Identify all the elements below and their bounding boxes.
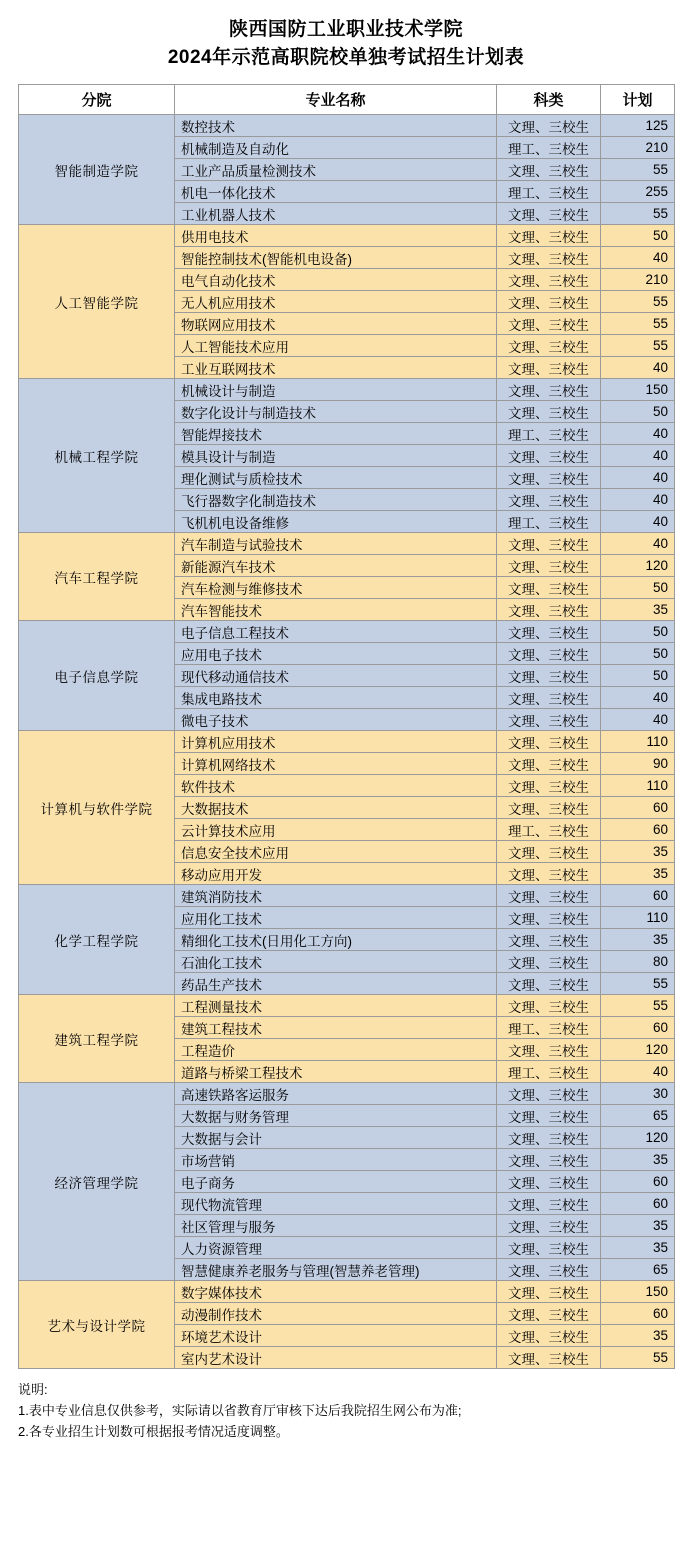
cell-quota: 55 bbox=[601, 203, 675, 225]
table-body bbox=[19, 115, 675, 1369]
cell-category: 文理、三校生 bbox=[497, 269, 601, 291]
cell-major: 汽车制造与试验技术 bbox=[175, 533, 497, 555]
cell-major: 精细化工技术(日用化工方向) bbox=[175, 929, 497, 951]
title-line-plan: 2024年示范高职院校单独考试招生计划表 bbox=[167, 47, 525, 68]
cell-department: 电子信息学院 bbox=[19, 621, 175, 731]
cell-quota: 60 bbox=[601, 797, 675, 819]
cell-quota: 90 bbox=[601, 753, 675, 775]
cell-quota: 120 bbox=[601, 555, 675, 577]
cell-major: 数字化设计与制造技术 bbox=[175, 401, 497, 423]
cell-category: 文理、三校生 bbox=[497, 929, 601, 951]
cell-category: 文理、三校生 bbox=[497, 1171, 601, 1193]
cell-quota: 50 bbox=[601, 621, 675, 643]
cell-quota: 60 bbox=[601, 1017, 675, 1039]
cell-category: 文理、三校生 bbox=[497, 863, 601, 885]
cell-major: 动漫制作技术 bbox=[175, 1303, 497, 1325]
cell-quota: 40 bbox=[601, 489, 675, 511]
cell-category: 文理、三校生 bbox=[497, 291, 601, 313]
cell-quota: 35 bbox=[601, 599, 675, 621]
cell-department: 计算机与软件学院 bbox=[19, 731, 175, 885]
cell-major: 软件技术 bbox=[175, 775, 497, 797]
cell-major: 移动应用开发 bbox=[175, 863, 497, 885]
cell-quota: 150 bbox=[601, 1281, 675, 1303]
cell-major: 环境艺术设计 bbox=[175, 1325, 497, 1347]
cell-quota: 40 bbox=[601, 467, 675, 489]
cell-major: 药品生产技术 bbox=[175, 973, 497, 995]
column-header-category: 科类 bbox=[497, 85, 601, 115]
cell-quota: 40 bbox=[601, 247, 675, 269]
cell-major: 供用电技术 bbox=[175, 225, 497, 247]
cell-quota: 110 bbox=[601, 731, 675, 753]
cell-quota: 35 bbox=[601, 1149, 675, 1171]
cell-major: 计算机网络技术 bbox=[175, 753, 497, 775]
cell-quota: 55 bbox=[601, 159, 675, 181]
cell-major: 信息安全技术应用 bbox=[175, 841, 497, 863]
table-row bbox=[19, 533, 675, 555]
cell-category: 文理、三校生 bbox=[497, 599, 601, 621]
cell-category: 文理、三校生 bbox=[497, 1127, 601, 1149]
cell-department: 智能制造学院 bbox=[19, 115, 175, 225]
table-row bbox=[19, 885, 675, 907]
cell-quota: 210 bbox=[601, 269, 675, 291]
cell-category: 文理、三校生 bbox=[497, 1193, 601, 1215]
cell-major: 道路与桥梁工程技术 bbox=[175, 1061, 497, 1083]
cell-major: 石油化工技术 bbox=[175, 951, 497, 973]
cell-category: 文理、三校生 bbox=[497, 1215, 601, 1237]
cell-category: 文理、三校生 bbox=[497, 533, 601, 555]
cell-major: 计算机应用技术 bbox=[175, 731, 497, 753]
cell-category: 理工、三校生 bbox=[497, 137, 601, 159]
cell-category: 理工、三校生 bbox=[497, 1061, 601, 1083]
cell-quota: 40 bbox=[601, 687, 675, 709]
cell-quota: 35 bbox=[601, 1215, 675, 1237]
cell-category: 文理、三校生 bbox=[497, 951, 601, 973]
cell-category: 文理、三校生 bbox=[497, 313, 601, 335]
cell-major: 人工智能技术应用 bbox=[175, 335, 497, 357]
cell-major: 大数据技术 bbox=[175, 797, 497, 819]
cell-quota: 40 bbox=[601, 445, 675, 467]
cell-quota: 35 bbox=[601, 841, 675, 863]
cell-major: 智慧健康养老服务与管理(智慧养老管理) bbox=[175, 1259, 497, 1281]
cell-category: 文理、三校生 bbox=[497, 1105, 601, 1127]
cell-category: 文理、三校生 bbox=[497, 555, 601, 577]
cell-category: 文理、三校生 bbox=[497, 841, 601, 863]
cell-quota: 60 bbox=[601, 819, 675, 841]
cell-quota: 35 bbox=[601, 1237, 675, 1259]
cell-category: 文理、三校生 bbox=[497, 687, 601, 709]
cell-quota: 120 bbox=[601, 1127, 675, 1149]
cell-major: 高速铁路客运服务 bbox=[175, 1083, 497, 1105]
cell-category: 文理、三校生 bbox=[497, 489, 601, 511]
cell-department: 汽车工程学院 bbox=[19, 533, 175, 621]
cell-quota: 50 bbox=[601, 225, 675, 247]
cell-major: 智能控制技术(智能机电设备) bbox=[175, 247, 497, 269]
cell-category: 文理、三校生 bbox=[497, 1259, 601, 1281]
cell-quota: 55 bbox=[601, 973, 675, 995]
table-row bbox=[19, 225, 675, 247]
cell-category: 文理、三校生 bbox=[497, 731, 601, 753]
cell-category: 文理、三校生 bbox=[497, 159, 601, 181]
cell-category: 文理、三校生 bbox=[497, 665, 601, 687]
cell-category: 理工、三校生 bbox=[497, 1017, 601, 1039]
cell-category: 文理、三校生 bbox=[497, 973, 601, 995]
cell-quota: 55 bbox=[601, 313, 675, 335]
cell-category: 文理、三校生 bbox=[497, 577, 601, 599]
cell-quota: 110 bbox=[601, 907, 675, 929]
cell-major: 机械制造及自动化 bbox=[175, 137, 497, 159]
cell-major: 人力资源管理 bbox=[175, 1237, 497, 1259]
cell-category: 文理、三校生 bbox=[497, 1325, 601, 1347]
cell-quota: 50 bbox=[601, 643, 675, 665]
cell-category: 文理、三校生 bbox=[497, 1039, 601, 1061]
cell-category: 文理、三校生 bbox=[497, 709, 601, 731]
cell-major: 智能焊接技术 bbox=[175, 423, 497, 445]
cell-quota: 50 bbox=[601, 401, 675, 423]
note-item-1: 1.表中专业信息仅供参考，实际请以省教育厅审核下达后我院招生网公布为准; bbox=[18, 1403, 462, 1418]
cell-major: 市场营销 bbox=[175, 1149, 497, 1171]
cell-major: 社区管理与服务 bbox=[175, 1215, 497, 1237]
cell-quota: 55 bbox=[601, 291, 675, 313]
cell-quota: 55 bbox=[601, 995, 675, 1017]
cell-category: 文理、三校生 bbox=[497, 445, 601, 467]
cell-category: 理工、三校生 bbox=[497, 181, 601, 203]
cell-major: 工业产品质量检测技术 bbox=[175, 159, 497, 181]
cell-category: 文理、三校生 bbox=[497, 753, 601, 775]
cell-quota: 40 bbox=[601, 423, 675, 445]
table-row bbox=[19, 731, 675, 753]
cell-category: 文理、三校生 bbox=[497, 401, 601, 423]
cell-category: 文理、三校生 bbox=[497, 643, 601, 665]
cell-quota: 35 bbox=[601, 1325, 675, 1347]
cell-major: 无人机应用技术 bbox=[175, 291, 497, 313]
cell-category: 文理、三校生 bbox=[497, 1237, 601, 1259]
cell-major: 机电一体化技术 bbox=[175, 181, 497, 203]
table-row bbox=[19, 1281, 675, 1303]
title-line-school: 陕西国防工业职业技术学院 bbox=[228, 19, 463, 40]
cell-quota: 120 bbox=[601, 1039, 675, 1061]
cell-category: 理工、三校生 bbox=[497, 819, 601, 841]
cell-department: 人工智能学院 bbox=[19, 225, 175, 379]
cell-quota: 50 bbox=[601, 577, 675, 599]
cell-major: 电气自动化技术 bbox=[175, 269, 497, 291]
cell-category: 文理、三校生 bbox=[497, 797, 601, 819]
cell-category: 文理、三校生 bbox=[497, 335, 601, 357]
cell-category: 文理、三校生 bbox=[497, 247, 601, 269]
table-row bbox=[19, 379, 675, 401]
cell-department: 化学工程学院 bbox=[19, 885, 175, 995]
cell-major: 工业机器人技术 bbox=[175, 203, 497, 225]
header-row bbox=[19, 85, 675, 115]
cell-major: 工程造价 bbox=[175, 1039, 497, 1061]
cell-category: 文理、三校生 bbox=[497, 907, 601, 929]
cell-major: 应用电子技术 bbox=[175, 643, 497, 665]
cell-quota: 255 bbox=[601, 181, 675, 203]
cell-quota: 55 bbox=[601, 335, 675, 357]
cell-category: 文理、三校生 bbox=[497, 467, 601, 489]
column-header-department: 分院 bbox=[19, 85, 175, 115]
cell-major: 工程测量技术 bbox=[175, 995, 497, 1017]
cell-major: 室内艺术设计 bbox=[175, 1347, 497, 1369]
cell-quota: 40 bbox=[601, 709, 675, 731]
column-header-quota: 计划 bbox=[601, 85, 675, 115]
cell-category: 文理、三校生 bbox=[497, 1303, 601, 1325]
cell-quota: 80 bbox=[601, 951, 675, 973]
cell-quota: 150 bbox=[601, 379, 675, 401]
cell-department: 经济管理学院 bbox=[19, 1083, 175, 1281]
cell-quota: 60 bbox=[601, 1303, 675, 1325]
cell-category: 文理、三校生 bbox=[497, 1347, 601, 1369]
cell-category: 文理、三校生 bbox=[497, 1281, 601, 1303]
cell-major: 飞行器数字化制造技术 bbox=[175, 489, 497, 511]
cell-major: 数字媒体技术 bbox=[175, 1281, 497, 1303]
cell-major: 物联网应用技术 bbox=[175, 313, 497, 335]
cell-major: 建筑工程技术 bbox=[175, 1017, 497, 1039]
table-header bbox=[19, 85, 675, 115]
cell-major: 云计算技术应用 bbox=[175, 819, 497, 841]
note-item-2: 2.各专业招生计划数可根据报考情况适度调整。 bbox=[18, 1424, 289, 1439]
cell-quota: 35 bbox=[601, 863, 675, 885]
cell-department: 建筑工程学院 bbox=[19, 995, 175, 1083]
cell-category: 理工、三校生 bbox=[497, 511, 601, 533]
cell-category: 文理、三校生 bbox=[497, 775, 601, 797]
cell-category: 文理、三校生 bbox=[497, 203, 601, 225]
cell-category: 理工、三校生 bbox=[497, 423, 601, 445]
cell-quota: 60 bbox=[601, 885, 675, 907]
table-row bbox=[19, 995, 675, 1017]
notes-block bbox=[18, 1379, 674, 1442]
cell-major: 机械设计与制造 bbox=[175, 379, 497, 401]
cell-major: 理化测试与质检技术 bbox=[175, 467, 497, 489]
cell-major: 汽车检测与维修技术 bbox=[175, 577, 497, 599]
cell-major: 工业互联网技术 bbox=[175, 357, 497, 379]
cell-major: 大数据与财务管理 bbox=[175, 1105, 497, 1127]
cell-quota: 35 bbox=[601, 929, 675, 951]
cell-category: 文理、三校生 bbox=[497, 995, 601, 1017]
notes-heading: 说明: bbox=[18, 1382, 48, 1397]
cell-quota: 40 bbox=[601, 533, 675, 555]
cell-category: 文理、三校生 bbox=[497, 621, 601, 643]
column-header-major: 专业名称 bbox=[175, 85, 497, 115]
cell-category: 文理、三校生 bbox=[497, 1083, 601, 1105]
table-row bbox=[19, 115, 675, 137]
cell-department: 机械工程学院 bbox=[19, 379, 175, 533]
cell-quota: 40 bbox=[601, 1061, 675, 1083]
cell-quota: 210 bbox=[601, 137, 675, 159]
cell-quota: 40 bbox=[601, 357, 675, 379]
cell-major: 大数据与会计 bbox=[175, 1127, 497, 1149]
admission-plan-table bbox=[18, 84, 675, 1369]
cell-department: 艺术与设计学院 bbox=[19, 1281, 175, 1369]
cell-category: 文理、三校生 bbox=[497, 225, 601, 247]
cell-quota: 125 bbox=[601, 115, 675, 137]
document-title bbox=[18, 16, 674, 72]
cell-major: 电子商务 bbox=[175, 1171, 497, 1193]
cell-category: 文理、三校生 bbox=[497, 115, 601, 137]
cell-major: 新能源汽车技术 bbox=[175, 555, 497, 577]
cell-category: 文理、三校生 bbox=[497, 885, 601, 907]
cell-quota: 60 bbox=[601, 1193, 675, 1215]
cell-category: 文理、三校生 bbox=[497, 379, 601, 401]
cell-major: 建筑消防技术 bbox=[175, 885, 497, 907]
cell-quota: 40 bbox=[601, 511, 675, 533]
cell-major: 集成电路技术 bbox=[175, 687, 497, 709]
cell-major: 数控技术 bbox=[175, 115, 497, 137]
cell-quota: 50 bbox=[601, 665, 675, 687]
cell-quota: 30 bbox=[601, 1083, 675, 1105]
cell-major: 模具设计与制造 bbox=[175, 445, 497, 467]
cell-quota: 65 bbox=[601, 1105, 675, 1127]
cell-quota: 65 bbox=[601, 1259, 675, 1281]
cell-category: 文理、三校生 bbox=[497, 1149, 601, 1171]
table-row bbox=[19, 1083, 675, 1105]
cell-major: 现代物流管理 bbox=[175, 1193, 497, 1215]
cell-category: 文理、三校生 bbox=[497, 357, 601, 379]
cell-major: 应用化工技术 bbox=[175, 907, 497, 929]
cell-major: 汽车智能技术 bbox=[175, 599, 497, 621]
cell-major: 飞机机电设备维修 bbox=[175, 511, 497, 533]
cell-quota: 110 bbox=[601, 775, 675, 797]
cell-quota: 55 bbox=[601, 1347, 675, 1369]
cell-major: 微电子技术 bbox=[175, 709, 497, 731]
cell-major: 现代移动通信技术 bbox=[175, 665, 497, 687]
cell-quota: 60 bbox=[601, 1171, 675, 1193]
table-row bbox=[19, 621, 675, 643]
cell-major: 电子信息工程技术 bbox=[175, 621, 497, 643]
